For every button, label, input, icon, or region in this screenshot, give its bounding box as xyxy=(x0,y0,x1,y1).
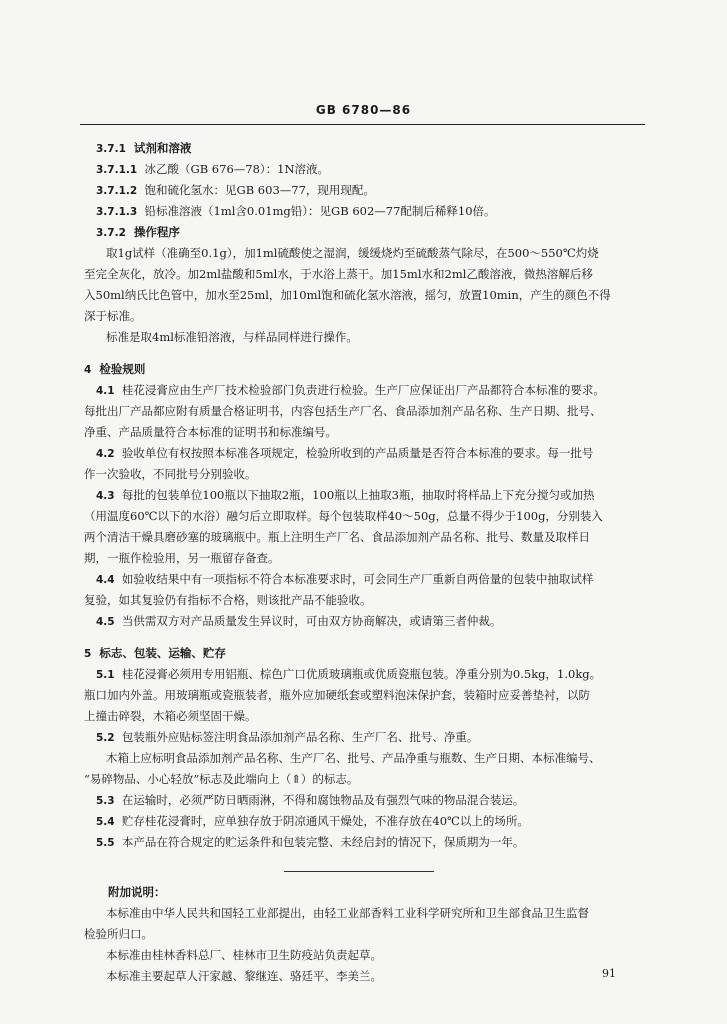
additional-notes-title: 附加说明： xyxy=(108,885,166,899)
document-body xyxy=(84,138,644,987)
header-rule xyxy=(80,124,645,125)
section-3-7-1-3: 3.7.1.3 铅标准溶液（1ml含0.01mg铅）：见GB 602—77配制后稀释10倍。 xyxy=(96,204,496,218)
section-4-heading: 4 检验规则 xyxy=(84,362,146,376)
paragraph-line: 净重、产品质量符合本标准的证明书和标准编号。 xyxy=(84,425,337,439)
page-number: 91 xyxy=(602,967,616,980)
section-divider xyxy=(284,871,434,872)
paragraph-line: 木箱上应标明食品添加剂产品名称、生产厂名、批号、产品净重与瓶数、生产日期、本标准编号、 xyxy=(106,751,601,765)
section-5-2: 5.2 包装瓶外应贴标签注明食品添加剂产品名称、生产厂名、批号、净重。 xyxy=(96,730,479,744)
paragraph-line: 至完全灰化，放冷。加2ml盐酸和5ml水，于水浴上蒸干。加15ml水和2ml乙酸溶液，微热溶解后移 xyxy=(84,267,593,281)
paragraph-line: （用温度60℃以下的水浴）融匀后立即取样。每个包装取样40～50g，总量不得少于100g，分别装入 xyxy=(84,509,603,523)
notes-line: 检验所归口。 xyxy=(84,927,153,941)
section-5-1: 5.1 桂花浸膏必须用专用铝瓶、棕色广口优质玻璃瓶或优质瓷瓶包装。净重分别为0.5kg，1.0kg。 xyxy=(96,667,602,681)
paragraph-line: 作一次验收，不同批号分别验收。 xyxy=(84,467,257,481)
notes-line: 本标准由桂林香料总厂、桂林市卫生防疫站负责起草。 xyxy=(106,948,382,962)
section-3-7-1-2: 3.7.1.2 饱和硫化氢水：见GB 603—77，现用现配。 xyxy=(96,183,375,197)
section-5-4: 5.4 贮存桂花浸膏时，应单独存放于阴凉通风干燥处，不准存放在40℃以上的场所。 xyxy=(96,814,529,828)
paragraph-line: 深于标准。 xyxy=(84,309,142,323)
section-3-7-1-heading: 3.7.1 试剂和溶液 xyxy=(96,141,192,155)
notes-line: 本标准由中华人民共和国轻工业部提出，由轻工业部香料工业科学研究所和卫生部食品卫生监督 xyxy=(106,906,589,920)
section-5-5: 5.5 本产品在符合规定的贮运条件和包装完整、未经启封的情况下，保质期为一年。 xyxy=(96,835,525,849)
paragraph-line: 两个清洁干燥具磨砂塞的玻璃瓶中。瓶上注明生产厂名、食品添加剂产品名称、批号、数量及取样日 xyxy=(84,530,590,544)
notes-line: 本标准主要起草人汗家越、黎继连、骆廷平、李美兰。 xyxy=(106,969,382,983)
section-5-3: 5.3 在运输时，必须严防日晒雨淋，不得和腐蚀物品及有强烈气味的物品混合装运。 xyxy=(96,793,525,807)
section-3-7-1-1: 3.7.1.1 冰乙酸（GB 676—78）：1N溶液。 xyxy=(96,162,330,176)
section-5-heading: 5 标志、包装、运输、贮存 xyxy=(84,646,226,660)
section-4-4: 4.4 如验收结果中有一项指标不符合本标准要求时，可会同生产厂重新自两倍量的包装中抽取试样 xyxy=(96,572,594,586)
paragraph-line: 标准是取4ml标准铅溶液，与样品同样进行操作。 xyxy=(106,330,358,344)
paragraph-line: 期，一瓶作检验用，另一瓶留存备查。 xyxy=(84,551,280,565)
section-4-1: 4.1 桂花浸膏应由生产厂技术检验部门负责进行检验。生产厂应保证出厂产品都符合本标准的要求。 xyxy=(96,383,605,397)
section-4-3: 4.3 每批的包装单位100瓶以下抽取2瓶，100瓶以上抽取3瓶，抽取时将样品上下充分搅匀或加热 xyxy=(96,488,595,502)
section-4-5: 4.5 当供需双方对产品质量发生异议时，可由双方协商解决，或请第三者仲裁。 xyxy=(96,614,502,628)
paragraph-line: 每批出厂产品都应附有质量合格证明书，内容包括生产厂名、食品添加剂产品名称、生产日期、批号、 xyxy=(84,404,602,418)
paragraph-line: “易碎物品、小心轻放”标志及此端向上（⇑）的标志。 xyxy=(84,772,359,786)
paragraph-line: 瓶口加内外盖。用玻璃瓶或瓷瓶装者，瓶外应加硬纸套或塑料泡沫保护套，装箱时应妥善垫衬，以防 xyxy=(84,688,590,702)
paragraph-line: 取1g试样（准确至0.1g），加1ml硫酸使之湿润，缓缓烧灼至硫酸蒸气除尽，在500～550℃灼烧 xyxy=(106,246,599,260)
section-3-7-2-heading: 3.7.2 操作程序 xyxy=(96,225,180,239)
section-4-2: 4.2 验收单位有权按照本标准各项规定，检验所收到的产品质量是否符合本标准的要求。每一批号 xyxy=(96,446,594,460)
paragraph-line: 入50ml纳氏比色管中，加水至25ml，加10ml饱和硫化氢水溶液，摇匀，放置10min，产生的颜色不得 xyxy=(84,288,611,302)
paragraph-line: 复验，如其复验仍有指标不合格，则该批产品不能验收。 xyxy=(84,593,372,607)
standard-number-header: GB 6780—86 xyxy=(315,103,412,117)
paragraph-line: 上撞击碎裂，木箱必须坚固干燥。 xyxy=(84,709,257,723)
